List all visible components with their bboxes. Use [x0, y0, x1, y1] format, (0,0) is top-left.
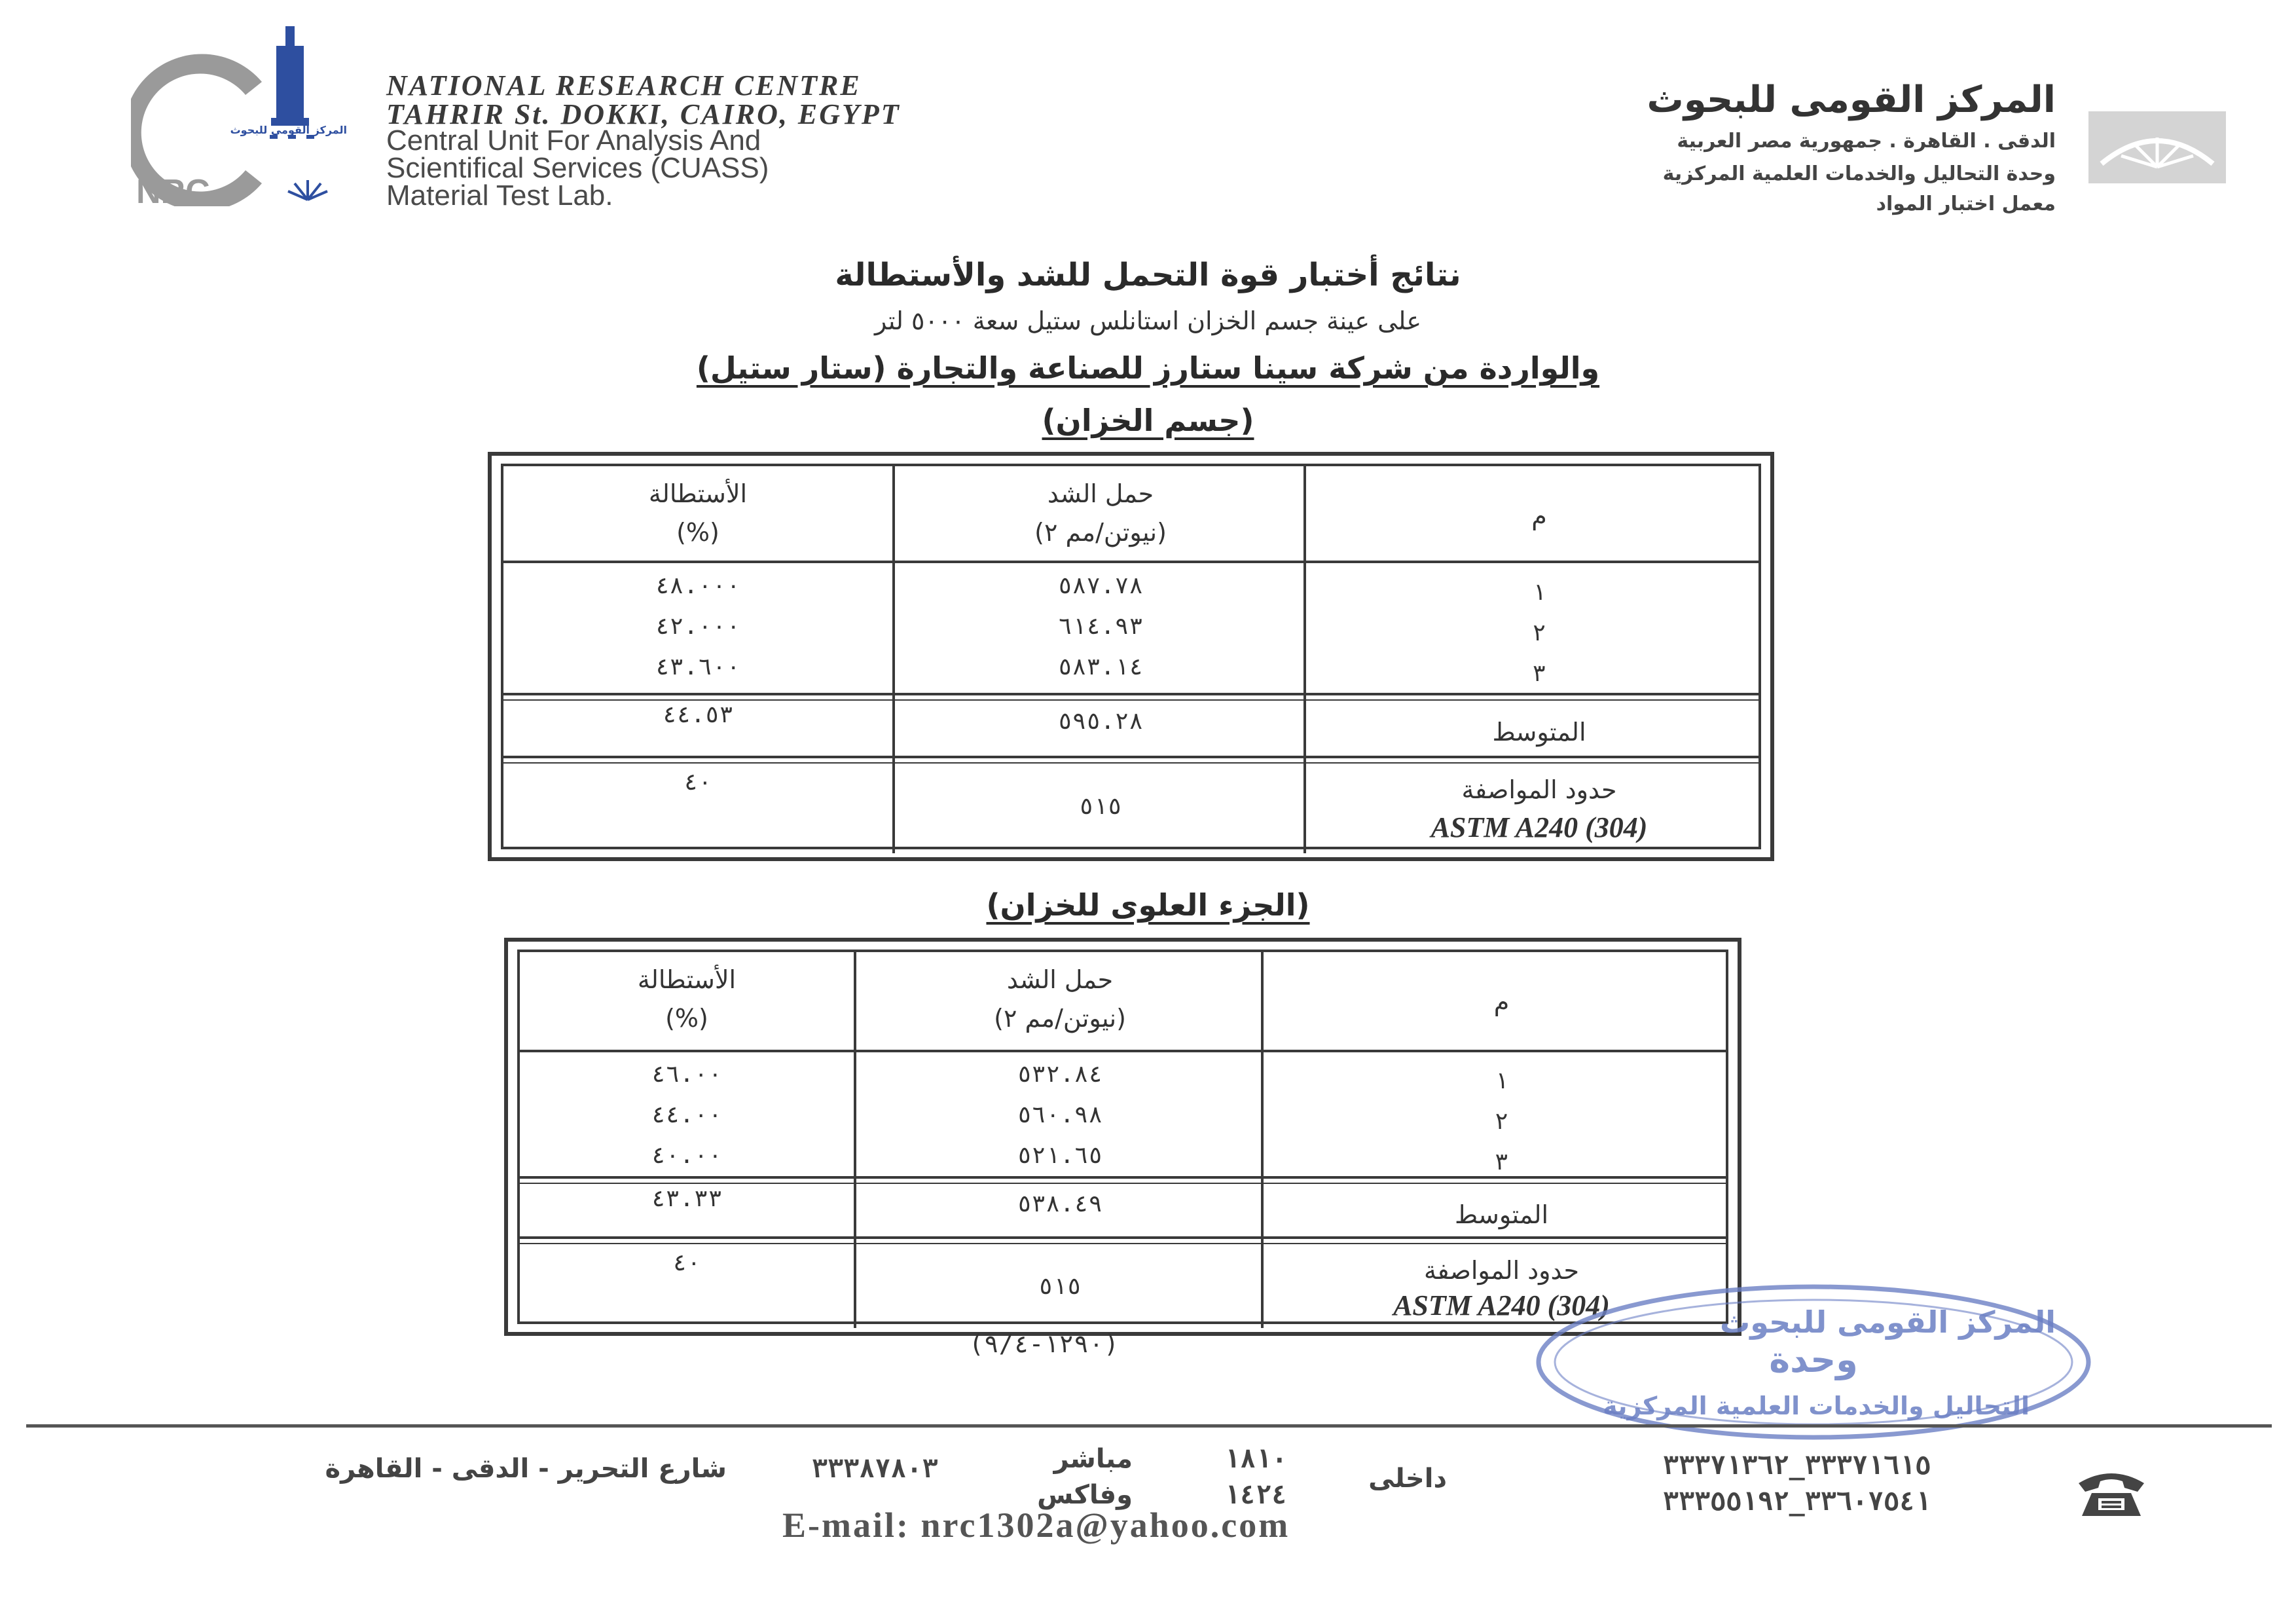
- direct-number: ٣٣٣٨٧٨٠٣: [812, 1454, 938, 1484]
- col-tensile-unit: (نيوتن/مم ٢): [1034, 518, 1167, 547]
- stamp-line-1: المركز القومى للبحوث: [1720, 1304, 2056, 1340]
- col-tensile-header: حمل الشد: [1047, 479, 1154, 508]
- direct-label: مباشر: [1053, 1444, 1133, 1474]
- col-index-header: م: [1493, 987, 1510, 1016]
- row-index: ١: [1494, 1067, 1509, 1094]
- report-source: والواردة من شركة سينا ستارز للصناعة والتجارة (ستار ستيل): [696, 350, 1600, 386]
- stamp-line-2: وحدة: [1769, 1339, 1858, 1380]
- reference-number: (١٢٩٠-٩/٤): [969, 1329, 1119, 1358]
- lab-name-ar: معمل اختبار المواد: [1876, 193, 2056, 215]
- spec-standard: ASTM A240 (304): [1430, 811, 1648, 843]
- row-elong: ٤٠.٠٠: [651, 1142, 723, 1169]
- avg-label: المتوسط: [1454, 1200, 1549, 1229]
- spec-elong: ٤٠: [672, 1249, 701, 1276]
- extension-1: ١٨١٠: [1224, 1444, 1288, 1474]
- row-elong: ٤٢.٠٠٠: [655, 613, 741, 640]
- table1-caption: (جسم الخزان): [1042, 403, 1254, 438]
- nrc-emblem-right: [2088, 111, 2226, 183]
- unit-name-en-2: Scientifical Services (CUASS): [386, 152, 769, 184]
- avg-tensile: ٥٣٨.٤٩: [1017, 1190, 1103, 1217]
- report-title: نتائج أختبار قوة التحمل للشد والأستطالة: [835, 257, 1461, 293]
- nrc-logo: [131, 20, 347, 206]
- spec-label: حدود المواصفة: [1424, 1256, 1579, 1285]
- org-name-ar: المركز القومى للبحوث: [1647, 79, 2056, 121]
- col-elong-header: الأستطالة: [637, 965, 737, 994]
- row-tensile: ٥٦٠.٩٨: [1017, 1101, 1103, 1128]
- logo-arabic-text: المركز القومي للبحوث: [230, 124, 347, 136]
- row-index: ٢: [1494, 1108, 1509, 1135]
- spec-standard: ASTM A240 (304): [1393, 1289, 1610, 1321]
- row-index: ٢: [1532, 619, 1546, 646]
- org-name-en: NATIONAL RESEARCH CENTRE: [386, 69, 862, 101]
- row-index: ٣: [1494, 1149, 1509, 1175]
- fax-label: وفاكس: [1037, 1480, 1133, 1510]
- footer-divider: [26, 1424, 2272, 1428]
- spec-tensile: ٥١٥: [1079, 793, 1122, 820]
- table2-caption: (الجزء العلوى للخزان): [986, 887, 1310, 923]
- stamp-line-3: التحاليل والخدمات العلمية المركزية: [1603, 1392, 2030, 1420]
- row-index: ٣: [1532, 660, 1546, 687]
- avg-tensile: ٥٩٥.٢٨: [1057, 708, 1144, 735]
- row-elong: ٤٦.٠٠: [651, 1061, 723, 1088]
- svg-text:NRC: NRC: [136, 173, 210, 206]
- footer-address: شارع التحرير - الدقى - القاهرة: [325, 1454, 727, 1484]
- row-tensile: ٥٣٢.٨٤: [1017, 1061, 1103, 1088]
- spec-label: حدود المواصفة: [1461, 775, 1617, 804]
- telephone-icon: [2075, 1467, 2147, 1519]
- row-tensile: ٦١٤.٩٣: [1057, 613, 1144, 640]
- official-stamp: [1532, 1280, 2095, 1444]
- row-tensile: ٥٨٣.١٤: [1057, 654, 1144, 680]
- table-body-results: [488, 452, 1774, 861]
- row-elong: ٤٤.٠٠: [651, 1101, 723, 1128]
- table-top-results: [504, 938, 1741, 1336]
- report-subtitle: على عينة جسم الخزان استانلس ستيل سعة ٥٠٠٠ لتر: [874, 306, 1422, 335]
- extension-label: داخلى: [1368, 1464, 1447, 1494]
- col-index-header: م: [1531, 502, 1547, 530]
- row-index: ١: [1532, 579, 1546, 606]
- unit-name-en-1: Central Unit For Analysis And: [386, 124, 761, 157]
- org-address-ar: الدقى . القاهرة . جمهورية مصر العربية: [1677, 130, 2056, 153]
- spec-elong: ٤٠: [683, 769, 712, 796]
- lab-name-en: Material Test Lab.: [386, 179, 613, 212]
- row-elong: ٤٨.٠٠٠: [655, 572, 741, 599]
- row-elong: ٤٣.٦٠٠: [655, 654, 741, 680]
- spec-tensile: ٥١٥: [1038, 1273, 1082, 1300]
- avg-elong: ٤٣.٣٣: [651, 1185, 723, 1212]
- col-tensile-unit: (نيوتن/مم ٢): [994, 1004, 1126, 1033]
- unit-name-ar: وحدة التحاليل والخدمات العلمية المركزية: [1662, 162, 2056, 185]
- col-elong-unit: (%): [665, 1004, 708, 1033]
- org-address-en: TAHRIR St. DOKKI, CAIRO, EGYPT: [386, 98, 901, 130]
- row-tensile: ٥٢١.٦٥: [1017, 1142, 1103, 1169]
- col-tensile-header: حمل الشد: [1006, 965, 1114, 994]
- row-tensile: ٥٨٧.٧٨: [1057, 572, 1144, 599]
- avg-elong: ٤٤.٥٣: [662, 701, 734, 728]
- contact-email[interactable]: E-mail: nrc1302a@yahoo.com: [782, 1505, 1290, 1545]
- col-elong-unit: (%): [676, 518, 720, 547]
- phone-numbers-1: ٣٣٣٧١٦١٥_٣٣٣٧١٣٦٢: [1663, 1450, 1931, 1481]
- phone-numbers-2: ٣٣٦٠٧٥٤١_٣٣٣٥٥١٩٢: [1663, 1486, 1931, 1517]
- avg-label: المتوسط: [1492, 718, 1586, 747]
- col-elong-header: الأستطالة: [648, 479, 748, 508]
- extension-2: ١٤٢٤: [1224, 1480, 1288, 1510]
